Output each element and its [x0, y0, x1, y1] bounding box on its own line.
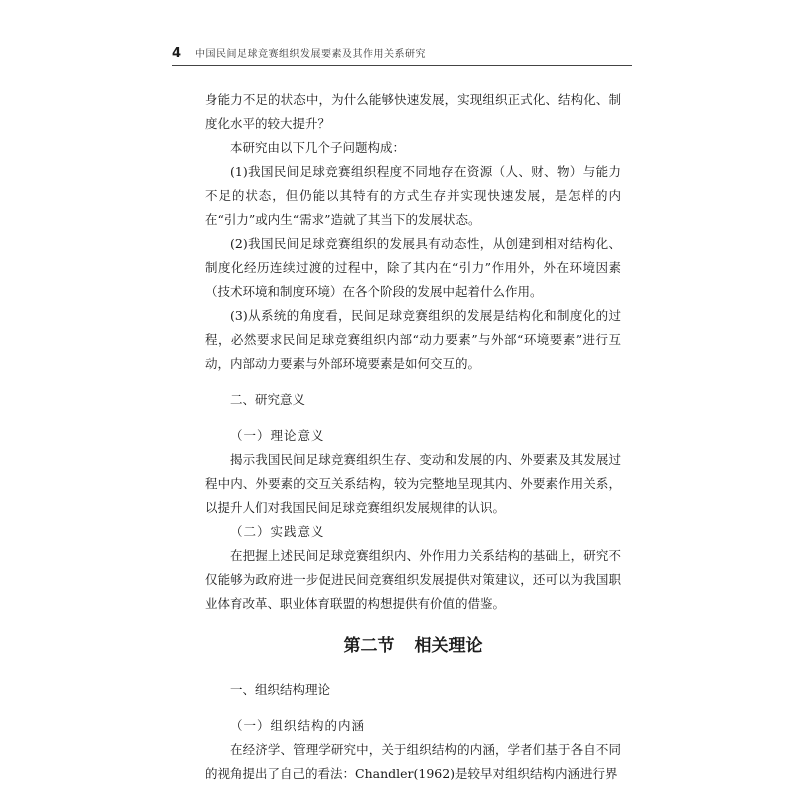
paragraph-connotation: 在经济学、管理学研究中，关于组织结构的内涵，学者们基于各自不同的视角提出了自己的看法：Chandler(1962)是较早对组织结构内涵进行界: [205, 742, 621, 781]
section-name: 相关理论: [414, 636, 483, 656]
heading-practice: （二）实践意义: [230, 524, 325, 539]
paragraph-continued: 身能力不足的状态中，为什么能够快速发展，实现组织正式化、结构化、制度化水平的较大提升？: [205, 92, 621, 131]
question-3: (3)从系统的角度看，民间足球竞赛组织的发展是结构化和制度化的过程，必然要求民间足球竞赛组织内部“动力要素”与外部“环境要素”进行互动，内部动力要素与外部环境要素是如何交互的。: [205, 308, 621, 371]
heading-org-theory: 一、组织结构理论: [230, 682, 331, 697]
paragraph-intro: 本研究由以下几个子问题构成：: [230, 140, 406, 155]
question-1: (1)我国民间足球竞赛组织程度不同地存在资源（人、财、物）与能力不足的状态，但仍能以其特有的方式生存并实现快速发展，是怎样的内在“引力”或内生“需求”造就了其当下的发展状态。: [205, 164, 621, 227]
page-number: 4: [172, 46, 182, 61]
running-head-title: 中国民间足球竞赛组织发展要素及其作用关系研究: [195, 49, 427, 60]
paragraph-practice: 在把握上述民间足球竞赛组织内、外作用力关系结构的基础上，研究不仅能够为政府进一步促进民间竞赛组织发展提供对策建议，还可以为我国职业体育改革、职业体育联盟的构想提供有价值的借鉴。: [205, 548, 621, 611]
heading-significance: 二、研究意义: [230, 392, 306, 407]
section-number: 第二节: [343, 636, 395, 656]
page-body: [205, 88, 621, 786]
heading-theory: （一）理论意义: [230, 428, 325, 443]
running-header: [172, 45, 632, 66]
question-2: (2)我国民间足球竞赛组织的发展具有动态性，从创建到相对结构化、制度化经历连续过渡的过程中，除了其内在“引力”作用外，外在环境因素（技术环境和制度环境）在各个阶段的发展中起着什么作用。: [205, 236, 621, 299]
heading-connotation: （一）组织结构的内涵: [230, 718, 366, 733]
section-title: [205, 632, 621, 660]
paragraph-theory: 揭示我国民间足球竞赛组织生存、变动和发展的内、外要素及其发展过程中内、外要素的交互关系结构，较为完整地呈现其内、外要素作用关系，以提升人们对我国民间足球竞赛组织发展规律的认识。: [205, 452, 621, 515]
